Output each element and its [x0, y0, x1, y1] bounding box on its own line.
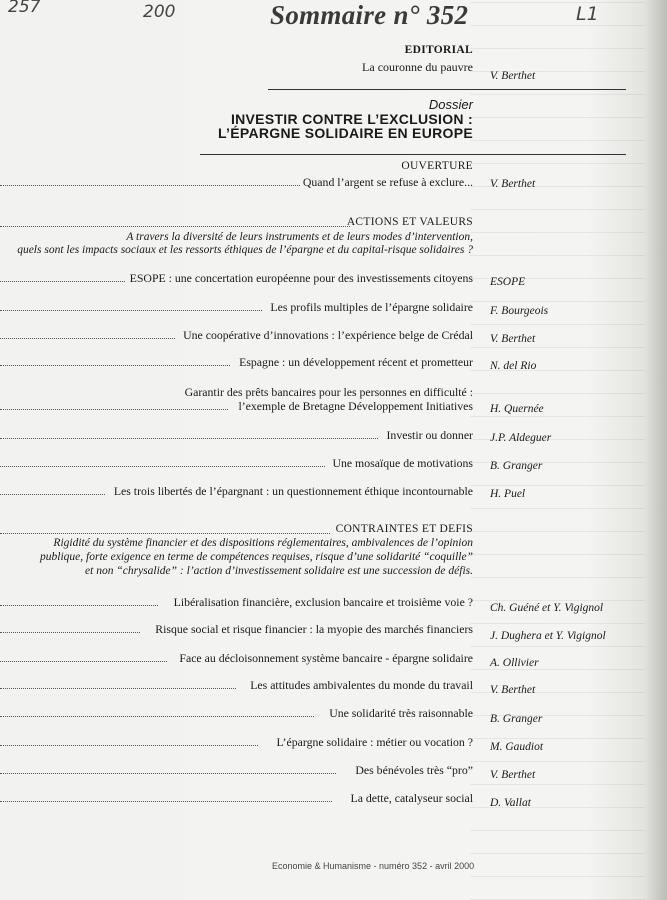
ouverture-label: OUVERTURE	[401, 160, 473, 172]
toc-entry-author: H. Quernée	[490, 403, 544, 415]
contraintes-desc-line2: publique, forte exigence en terme de compétences requises, risque d’une solidarité “coquille”	[40, 551, 473, 563]
editorial-text: La couronne du pauvre	[362, 60, 473, 74]
toc-entry-author: N. del Rio	[490, 360, 537, 372]
toc-entry-title: La dette, catalyseur social	[350, 791, 473, 805]
toc-entry-author: A. Ollivier	[490, 657, 539, 669]
leader-dots	[0, 745, 258, 746]
leader-dots	[0, 365, 230, 366]
leader-dots	[0, 773, 336, 774]
leader-dots	[0, 226, 350, 227]
leader-dots	[0, 310, 262, 311]
toc-entry-title: Une coopérative d’innovations : l’expérience belge de Crédal	[183, 328, 473, 342]
handwritten-number-left: 257	[8, 0, 41, 17]
toc-entry-title: Les trois libertés de l’épargnant : un questionnement éthique incontournable	[113, 484, 473, 498]
leader-dots	[0, 281, 125, 282]
leader-dots	[0, 661, 167, 662]
actions-desc-line2: quels sont les impacts sociaux et les ressorts éthiques de l’épargne et du capital-risque solidaires ?	[17, 244, 473, 256]
leader-dots	[0, 185, 300, 186]
toc-entry-author: V. Berthet	[490, 769, 536, 781]
contraintes-desc-line1: Rigidité du système financier et des dispositions réglementaires, ambivalences de l’opinion	[53, 537, 473, 549]
dossier-title-line2: L’ÉPARGNE SOLIDAIRE EN EUROPE	[217, 125, 473, 141]
leader-dots	[0, 632, 140, 633]
leader-dots	[0, 466, 325, 467]
contraintes-label: CONTRAINTES ET DEFIS	[335, 523, 473, 535]
toc-entry-author: J. Dughera et Y. Vigignol	[490, 630, 606, 642]
toc-entry-author: D. Vallat	[490, 797, 531, 809]
toc-entry-author: B. Granger	[490, 713, 543, 725]
toc-entry-author: V. Berthet	[490, 333, 536, 345]
toc-entry-author: B. Granger	[490, 460, 543, 472]
bleed-through	[470, 0, 667, 900]
leader-dots	[0, 716, 314, 717]
contraintes-desc-line3: et non “chrysalide” : l’action d’investissement solidaire est une succession de défis.	[85, 565, 473, 577]
ouverture-author: V. Berthet	[490, 178, 536, 190]
editorial-label: EDITORIAL	[404, 44, 473, 56]
toc-entry-title: Risque social et risque financier : la myopie des marchés financiers	[155, 622, 473, 636]
toc-entry-title: Espagne : un développement récent et prometteur	[239, 355, 473, 369]
dossier-label: Dossier	[428, 97, 473, 112]
leader-dots	[0, 438, 378, 439]
toc-entry-title: Investir ou donner	[386, 428, 473, 442]
toc-entry-title-line2: l’exemple de Bretagne Développement Initiatives	[238, 399, 473, 413]
leader-dots	[0, 338, 175, 339]
actions-desc-line1: A travers la diversité de leurs instruments et de leurs modes d’intervention,	[126, 231, 473, 243]
toc-entry-title: Les attitudes ambivalentes du monde du travail	[250, 678, 473, 692]
leader-dots	[0, 801, 332, 802]
leader-dots	[0, 494, 105, 495]
toc-entry-title: L’épargne solidaire : métier ou vocation ?	[276, 735, 473, 749]
toc-entry-author: J.P. Aldeguer	[490, 432, 552, 444]
toc-entry-title: Une mosaïque de motivations	[332, 456, 473, 470]
page-edge	[645, 0, 667, 900]
leader-dots	[0, 688, 236, 689]
toc-entry-title: Une solidarité très raisonnable	[329, 706, 473, 720]
toc-entry-author: ESOPE	[490, 276, 526, 288]
ouverture-text: Quand l’argent se refuse à exclure...	[302, 175, 473, 189]
leader-dots	[0, 533, 330, 534]
divider	[268, 89, 626, 90]
handwritten-number-middle: 200	[143, 2, 176, 22]
page-footer: Economie & Humanisme - numéro 352 - avril 2000	[272, 861, 475, 871]
toc-entry-author: Ch. Guéné et Y. Vigignol	[490, 602, 604, 614]
toc-entry-author: H. Puel	[490, 488, 526, 500]
toc-entry-title: Les profils multiples de l’épargne solidaire	[270, 300, 473, 314]
toc-entry-author: V. Berthet	[490, 684, 536, 696]
leader-dots	[0, 605, 158, 606]
toc-entry-title: ESOPE : une concertation européenne pour des investissements citoyens	[129, 271, 473, 285]
toc-entry-title: Des bénévoles très “pro”	[355, 763, 473, 777]
toc-entry-author: M. Gaudiot	[490, 741, 544, 753]
dossier-title-line1: INVESTIR CONTRE L’EXCLUSION :	[230, 111, 473, 127]
toc-entry-title-line1: Garantir des prêts bancaires pour les personnes en difficulté :	[184, 385, 473, 399]
toc-entry-title: Libéralisation financière, exclusion bancaire et troisième voie ?	[173, 595, 473, 609]
toc-entry-author: F. Bourgeois	[490, 305, 549, 317]
toc-entry-title: Face au décloisonnement système bancaire - épargne solidaire	[179, 651, 473, 665]
editorial-author: V. Berthet	[490, 70, 536, 82]
page-title: Sommaire n° 352	[270, 0, 469, 30]
divider	[200, 154, 626, 155]
leader-dots	[0, 409, 228, 410]
handwritten-mark-right: L1	[576, 3, 599, 25]
actions-label: ACTIONS ET VALEURS	[346, 216, 473, 228]
